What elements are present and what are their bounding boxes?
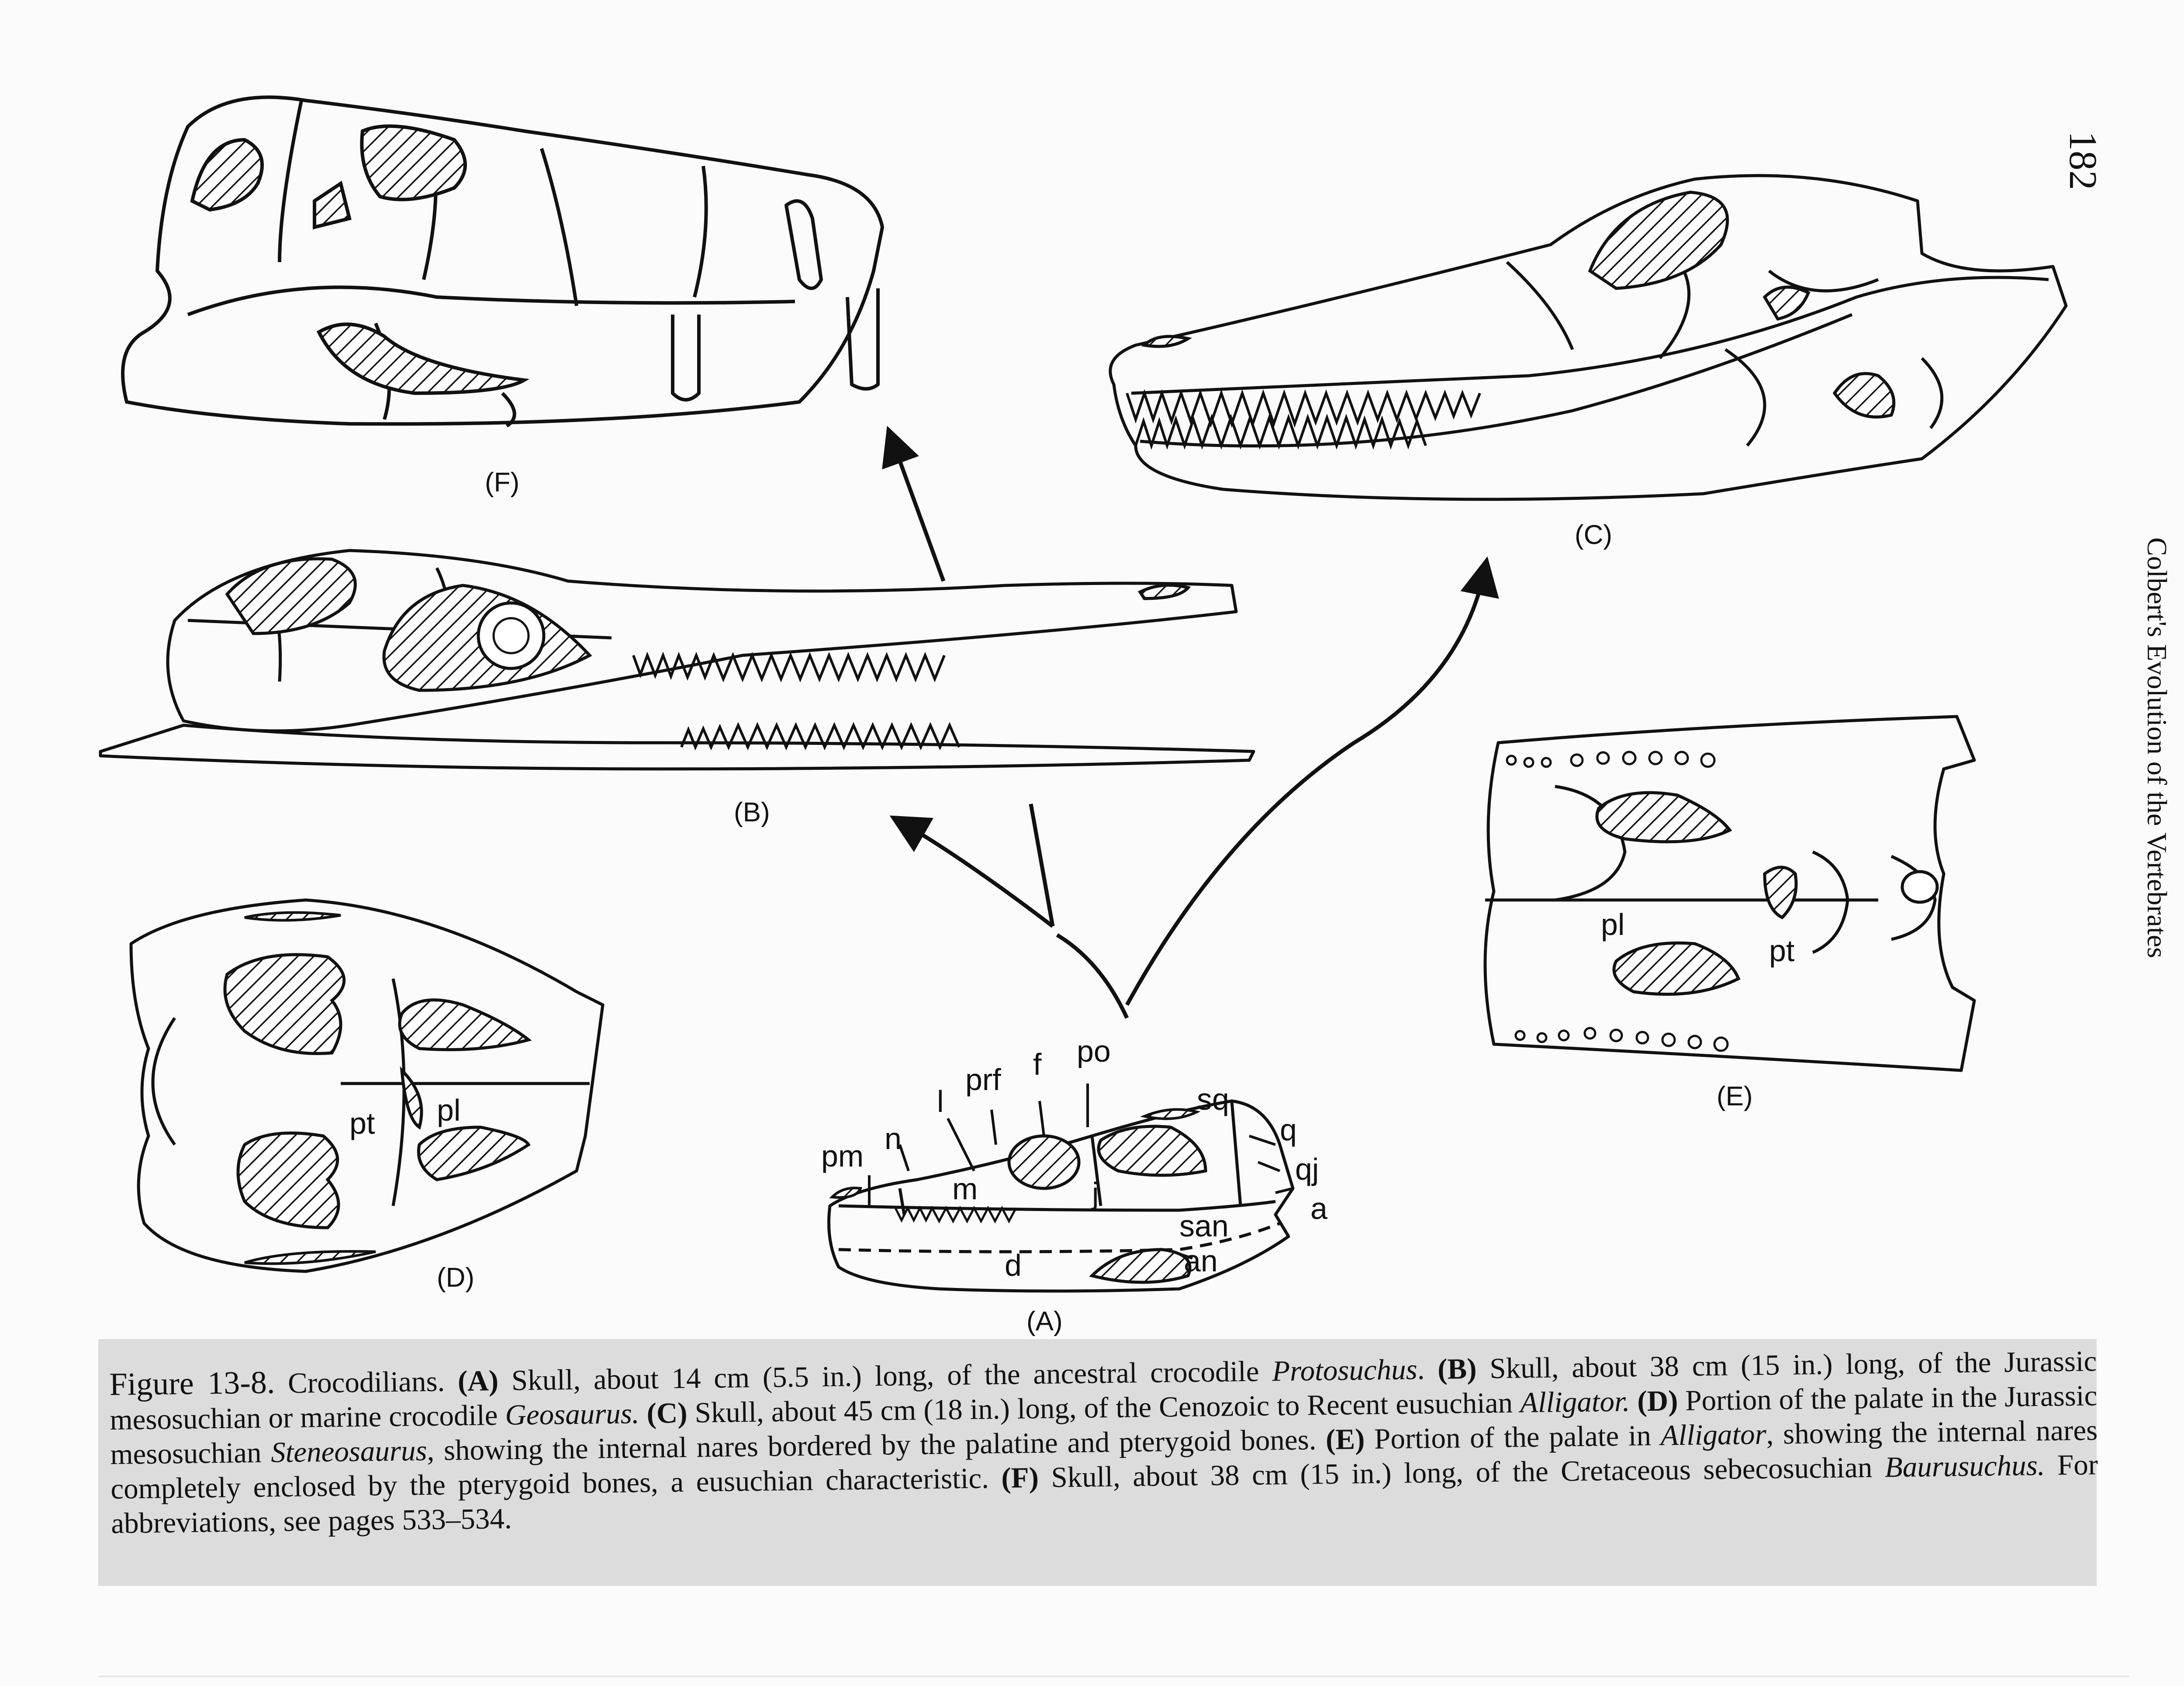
label-A-sq: sq [1197,1082,1229,1116]
label-E-pl: pl [1601,907,1625,942]
caption-taxon-E: Alligator [1660,1418,1767,1452]
figure-caption: Figure 13-8. Crocodilians. (A) Skull, about 14 cm (5.5 in.) long, of the ancestral crocodile Protosuchus. (B) Skull, about 38 cm (15 in.) long, of the Jurassic mesosuchian or marine crocodile Geosaurus. (C) Skull, about 45 cm (18 in.) long, of the Cenozoic to Recent eusuchian Alligator. (D) Portion of the palate in the Jurassic mesosuchian Steneosaurus, showing the internal nares bordered by the palatine and pterygoid bones. (E) Portion of the palate in Alligator, showing the internal nares completely enclosed by the pterygoid bones, a eusuchian characteristic. (F) Skull, about 38 cm (15 in.) long, of the Cretaceous sebecosuchian Baurusuchus. For abbreviations, see pages 533–534. [109,1345,2098,1540]
caption-text-E-2: , showing the internal nares completely enclosed by the pterygoid bones, a eusuchian characteristic. [110,1414,2098,1505]
panel-label-F: (F) [485,467,520,498]
label-A-san: san [1179,1209,1229,1243]
running-head: Colbert's Evolution of the Vertebrates [2142,537,2173,959]
skull-A-supratemporal [1144,1109,1197,1118]
caption-taxon-F: Baurusuchus. [1884,1449,2045,1484]
label-D-pl: pl [437,1093,461,1127]
palate-D-drawing [131,900,603,1271]
label-A-po: po [1077,1034,1111,1068]
skull-A-mandibular-fenestra [1092,1250,1190,1282]
skull-A-naris [832,1188,860,1198]
evolution-arrows [891,437,1485,1018]
caption-text-A: Skull, about 14 cm (5.5 in.) long, of the ancestral crocodile [511,1355,1259,1397]
label-A-q: q [1280,1113,1297,1147]
arrow-to-F [891,437,943,581]
label-A-a: a [1310,1191,1327,1226]
caption-text-B: Skull, about 38 cm (15 in.) long, of the Jurassic mesosuchian or marine crocodile [110,1345,2097,1436]
skull-C-orbit [1765,287,1808,319]
caption-label-C: (C) [646,1396,688,1430]
skull-C-mandibular-fenestra [1835,374,1894,417]
skull-F-small-fenestra [314,183,349,227]
panel-label-A: (A) [1026,1306,1063,1336]
palate-E-internal-nares [1765,867,1796,917]
arrow-to-C [1127,568,1485,1005]
label-A-d: d [1005,1248,1022,1282]
panel-label-C: (C) [1575,520,1613,550]
panel-label-E: (E) [1717,1081,1753,1111]
skull-A-leader-lines [869,1084,1293,1258]
palate-E-fenestra-upper [1597,793,1730,841]
palate-E-alveoli-top [1507,752,1714,767]
caption-taxon-C: Alligator. [1520,1385,1630,1419]
caption-label-B: (B) [1437,1352,1477,1385]
palate-D-fenestra-upper-left [225,955,344,1053]
palate-D-lateral-slit-top [245,913,341,921]
skull-B-temporal-fenestra [227,559,355,634]
label-E-pt: pt [1769,934,1795,968]
caption-label-F: (F) [1001,1461,1039,1495]
caption-taxon-B: Geosaurus. [505,1397,640,1431]
figure-number: Figure 13-8. [109,1364,275,1402]
arrow-to-B [900,821,1053,926]
stem-line-A [1031,804,1127,1018]
caption-text-F: Skull, about 38 cm (15 in.) long, of the Cretaceous sebecosuchian [1051,1451,1873,1494]
skull-A-orbit [1009,1136,1079,1188]
palate-E-occipital-condyle [1902,872,1937,902]
label-A-f: f [1033,1047,1042,1081]
skull-C-naris [1144,336,1188,346]
caption-label-A: (A) [457,1364,499,1398]
caption-closing: For abbreviations, see pages 533–534. [111,1448,2098,1540]
caption-intro: Crocodilians. [287,1365,445,1400]
skull-C-temporal-fenestra [1590,192,1728,288]
panel-label-D: (D) [437,1263,475,1293]
label-A-j: j [1092,1176,1099,1210]
skull-F-orbit [192,140,262,210]
label-A-m: m [952,1172,978,1206]
palate-D-internal-nares [402,1070,422,1127]
label-A-an: an [1184,1244,1218,1278]
skull-B-naris [1140,585,1188,599]
caption-text-E: Portion of the palate in [1374,1419,1652,1455]
label-A-qj: qj [1295,1152,1319,1186]
panel-label-B: (B) [734,797,770,827]
skull-F-mandibular-fenestra [319,324,524,393]
palate-E-fenestra-lower [1614,943,1738,994]
skull-A-temporal-fenestra [1099,1126,1206,1175]
caption-taxon-A: Protosuchus [1272,1353,1418,1388]
palate-D-fenestra-lower-right [418,1127,529,1180]
palate-D-fenestra-upper-right [400,1000,529,1050]
caption-text-D: Portion of the palate in the Jurassic mesosuchian [110,1379,2098,1471]
skull-C-drawing [1110,176,2066,499]
caption-label-E: (E) [1325,1423,1365,1456]
skull-B-sclerotic-inner [494,618,529,653]
caption-taxon-D: Steneosaurus [270,1434,427,1469]
bottom-rule [98,1676,2129,1677]
palate-E-drawing [1485,717,1974,1070]
label-A-n: n [885,1122,902,1156]
page-number: 182 [2061,131,2105,190]
skull-F-temporal-fenestra [362,126,465,200]
label-A-pm: pm [821,1139,864,1173]
caption-label-D: (D) [1637,1385,1678,1418]
caption-text-C: Skull, about 45 cm (18 in.) long, of the Cenozoic to Recent eusuchian [695,1386,1513,1429]
label-A-prf: prf [965,1063,1001,1097]
skull-C-teeth [1127,393,1480,446]
caption-text-D-2: , showing the internal nares bordered by the palatine and pterygoid bones. [427,1423,1317,1467]
label-D-pt: pt [349,1106,375,1140]
palate-D-fenestra-lower-left [238,1133,339,1228]
skull-B-teeth [633,655,959,747]
label-A-l: l [937,1084,944,1118]
